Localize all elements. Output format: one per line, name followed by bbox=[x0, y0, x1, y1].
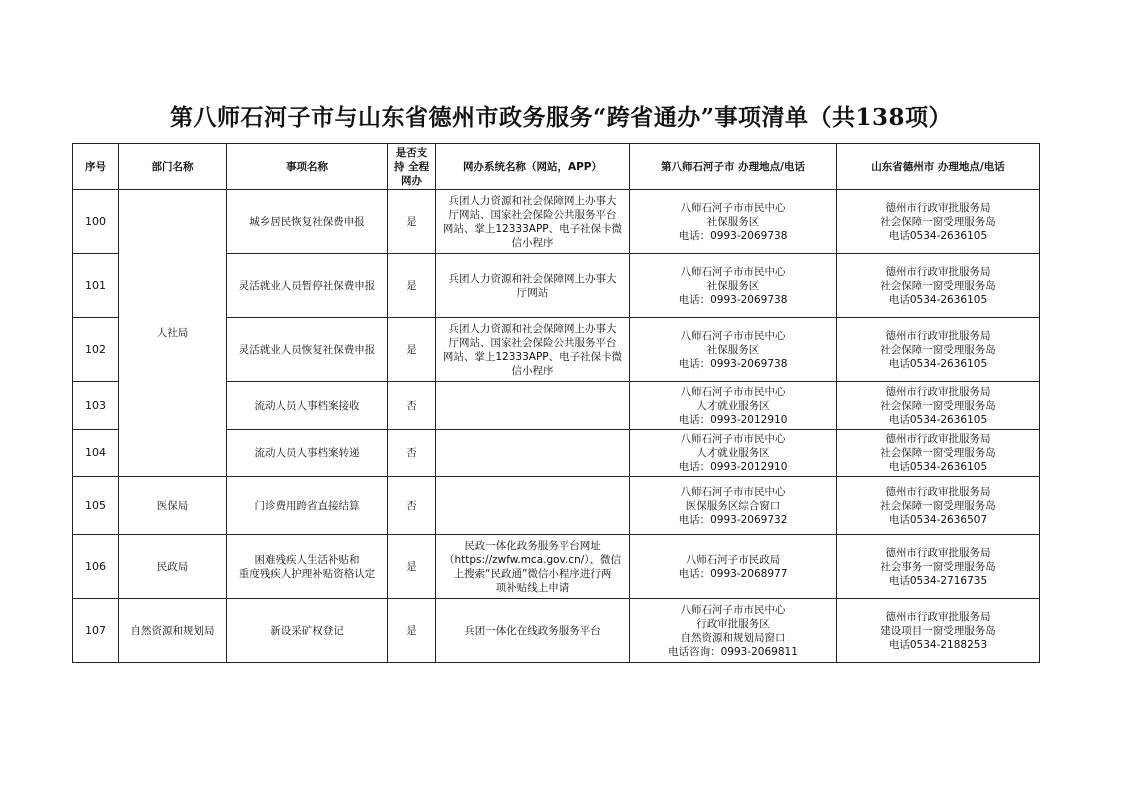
row-system bbox=[436, 382, 630, 430]
row-online: 是 bbox=[388, 535, 436, 599]
row-shz: 八师石河子市市民中心 人才就业服务区 电话：0993-2012910 bbox=[630, 430, 837, 477]
row-item: 城乡居民恢复社保费申报 bbox=[227, 190, 388, 254]
row-dz: 德州市行政审批服务局 社会保障一窗受理服务岛 电话0534-2636105 bbox=[837, 190, 1040, 254]
header-seq: 序号 bbox=[73, 144, 119, 190]
row-system: 兵团人力资源和社会保障网上办事大 厅网站 bbox=[436, 254, 630, 318]
header-online: 是否支持 全程网办 bbox=[388, 144, 436, 190]
matters-table bbox=[72, 143, 1040, 663]
row-online: 否 bbox=[388, 382, 436, 430]
row-seq: 106 bbox=[73, 535, 119, 599]
row-seq: 102 bbox=[73, 318, 119, 382]
row-item: 门诊费用跨省直接结算 bbox=[227, 477, 388, 535]
row-system: 兵团人力资源和社会保障网上办事大 厅网站、国家社会保险公共服务平台 网站、掌上12333APP、电子社保卡微 信小程序 bbox=[436, 190, 630, 254]
header-dz: 山东省德州市 办理地点/电话 bbox=[837, 144, 1040, 190]
row-system bbox=[436, 477, 630, 535]
row-item: 流动人员人事档案转递 bbox=[227, 430, 388, 477]
row-seq: 101 bbox=[73, 254, 119, 318]
row-seq: 103 bbox=[73, 382, 119, 430]
page-title: 第八师石河子市与山东省德州市政务服务“跨省通办”事项清单（共138项） bbox=[170, 104, 952, 131]
table-row bbox=[73, 535, 1040, 599]
row-dz: 德州市行政审批服务局 社会保障一窗受理服务岛 电话0534-2636105 bbox=[837, 430, 1040, 477]
row-dz: 德州市行政审批服务局 社会保障一窗受理服务岛 电话0534-2636105 bbox=[837, 318, 1040, 382]
row-online: 否 bbox=[388, 430, 436, 477]
row-system: 兵团一体化在线政务服务平台 bbox=[436, 599, 630, 663]
table-row bbox=[73, 477, 1040, 535]
row-shz: 八师石河子市市民中心 社保服务区 电话：0993-2069738 bbox=[630, 190, 837, 254]
row-online: 是 bbox=[388, 190, 436, 254]
row-shz: 八师石河子市民政局 电话：0993-2068977 bbox=[630, 535, 837, 599]
row-system: 民政一体化政务服务平台网址 （https://zwfw.mca.gov.cn/）、微信 上搜索“民政通”微信小程序进行两 项补贴线上申请 bbox=[436, 535, 630, 599]
header-system: 网办系统名称（网站，APP） bbox=[436, 144, 630, 190]
row-system bbox=[436, 430, 630, 477]
row-shz: 八师石河子市市民中心 社保服务区 电话：0993-2069738 bbox=[630, 318, 837, 382]
dept-cell: 医保局 bbox=[119, 477, 227, 535]
row-shz: 八师石河子市市民中心 行政审批服务区 自然资源和规划局窗口 电话咨询：0993-2069811 bbox=[630, 599, 837, 663]
row-item: 灵活就业人员恢复社保费申报 bbox=[227, 318, 388, 382]
row-item: 灵活就业人员暂停社保费申报 bbox=[227, 254, 388, 318]
row-online: 是 bbox=[388, 318, 436, 382]
row-shz: 八师石河子市市民中心 社保服务区 电话：0993-2069738 bbox=[630, 254, 837, 318]
row-dz: 德州市行政审批服务局 社会保障一窗受理服务岛 电话0534-2636105 bbox=[837, 254, 1040, 318]
row-seq: 107 bbox=[73, 599, 119, 663]
row-dz: 德州市行政审批服务局 社会保障一窗受理服务岛 电话0534-2636507 bbox=[837, 477, 1040, 535]
row-seq: 104 bbox=[73, 430, 119, 477]
row-seq: 105 bbox=[73, 477, 119, 535]
row-dz: 德州市行政审批服务局 建设项目一窗受理服务岛 电话0534-2188253 bbox=[837, 599, 1040, 663]
row-system: 兵团人力资源和社会保障网上办事大 厅网站、国家社会保险公共服务平台 网站、掌上12333APP、电子社保卡微 信小程序 bbox=[436, 318, 630, 382]
header-dept: 部门名称 bbox=[119, 144, 227, 190]
row-dz: 德州市行政审批服务局 社会事务一窗受理服务岛 电话0534-2716735 bbox=[837, 535, 1040, 599]
row-online: 是 bbox=[388, 599, 436, 663]
row-seq: 100 bbox=[73, 190, 119, 254]
dept-cell: 自然资源和规划局 bbox=[119, 599, 227, 663]
row-shz: 八师石河子市市民中心 人才就业服务区 电话：0993-2012910 bbox=[630, 382, 837, 430]
table-row bbox=[73, 190, 1040, 254]
header-item: 事项名称 bbox=[227, 144, 388, 190]
row-online: 否 bbox=[388, 477, 436, 535]
row-dz: 德州市行政审批服务局 社会保障一窗受理服务岛 电话0534-2636105 bbox=[837, 382, 1040, 430]
dept-cell: 民政局 bbox=[119, 535, 227, 599]
header-shz: 第八师石河子市 办理地点/电话 bbox=[630, 144, 837, 190]
row-online: 是 bbox=[388, 254, 436, 318]
row-shz: 八师石河子市市民中心 医保服务区综合窗口 电话：0993-2069732 bbox=[630, 477, 837, 535]
row-item: 新设采矿权登记 bbox=[227, 599, 388, 663]
table-header-row bbox=[73, 144, 1040, 190]
row-item: 流动人员人事档案接收 bbox=[227, 382, 388, 430]
table-row bbox=[73, 599, 1040, 663]
row-item: 困难残疾人生活补贴和 重度残疾人护理补贴资格认定 bbox=[227, 535, 388, 599]
dept-cell: 人社局 bbox=[119, 190, 227, 477]
